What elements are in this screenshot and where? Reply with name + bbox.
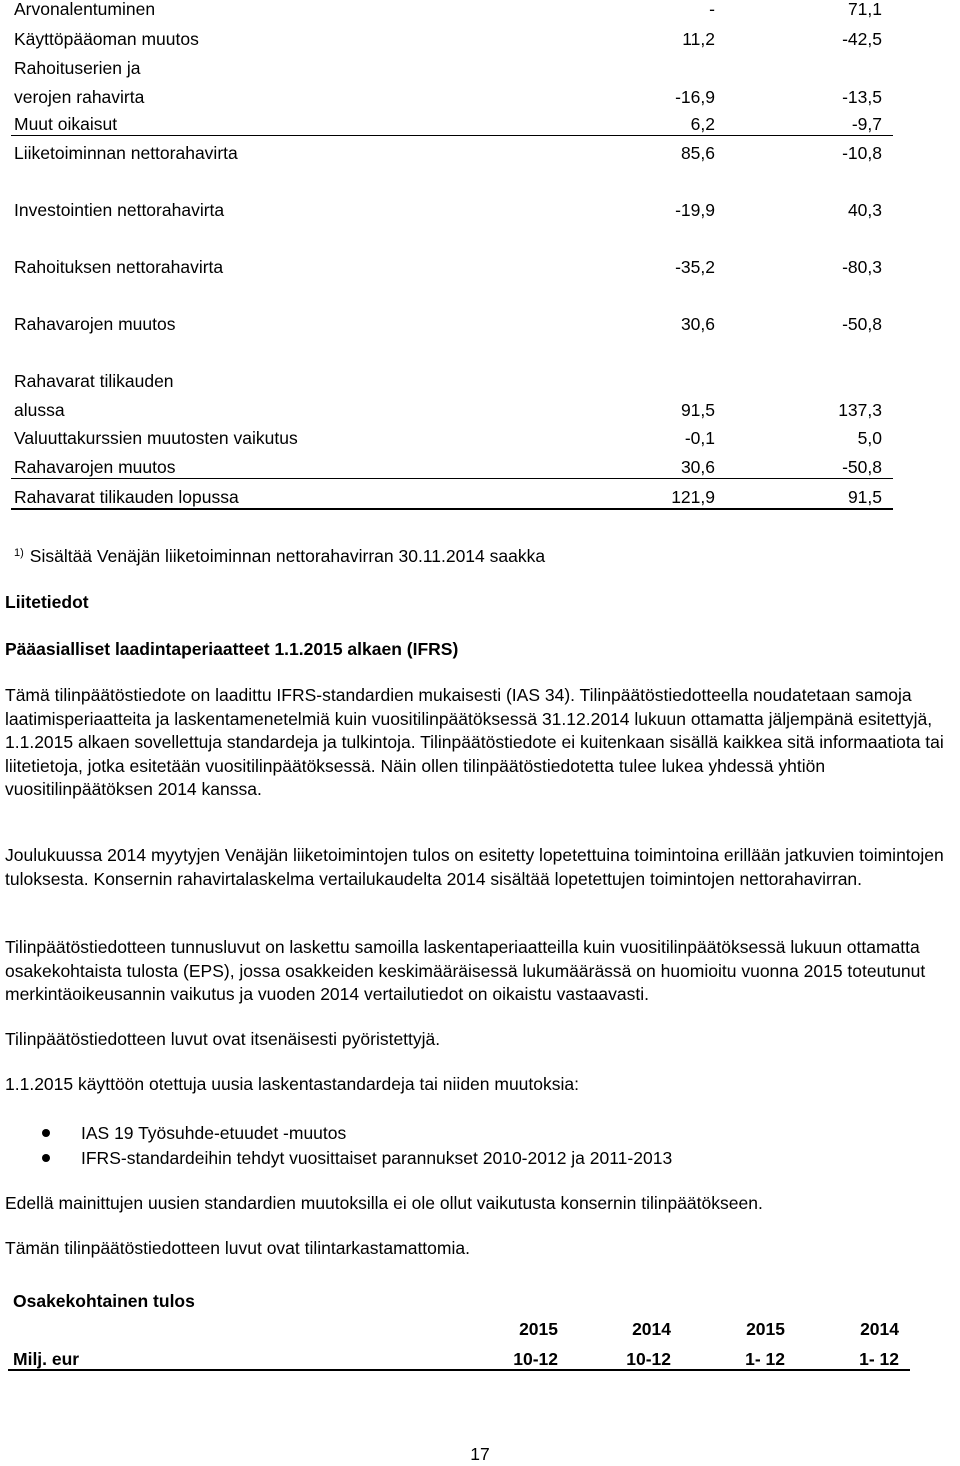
table-row	[0, 369, 960, 393]
value-2015: -	[709, 0, 715, 19]
list-item-text: IFRS-standardeihin tehdyt vuosittaiset parannukset 2010-2012 ja 2011-2013	[81, 1148, 673, 1168]
table-row	[0, 198, 960, 222]
value-2015: 121,9	[671, 487, 715, 507]
row-label: Rahavarojen muutos	[14, 314, 176, 334]
value-2014: 40,3	[847, 200, 882, 220]
value-2014: 137,3	[838, 400, 882, 420]
value-2014: 71,1	[847, 0, 882, 19]
value-2014: -10,8	[842, 143, 882, 163]
value-2015: 11,2	[682, 29, 715, 49]
value-2014: -50,8	[842, 457, 882, 477]
value-2015: 6,2	[690, 114, 715, 134]
paragraph: Edellä mainittujen uusien standardien muutoksilla ei ole ollut vaikutusta konsernin tilinpäätökseen.	[5, 1193, 763, 1213]
row-label: Arvonalentuminen	[14, 0, 156, 19]
row-label: Muut oikaisut	[14, 114, 118, 134]
list-item	[0, 1146, 960, 1170]
paragraph: Tilinpäätöstiedotteen luvut ovat itsenäisesti pyöristettyjä.	[5, 1029, 441, 1049]
value-2014: -9,7	[851, 114, 882, 134]
period-header: 1- 12	[745, 1349, 785, 1369]
value-2015: 30,6	[680, 314, 715, 334]
period-header: 10-12	[626, 1349, 671, 1369]
section-title: Liitetiedot	[5, 592, 89, 612]
value-2014: -50,8	[842, 314, 882, 334]
row-label: Rahavarat tilikauden lopussa	[14, 487, 239, 507]
subsection-title: Pääasialliset laadintaperiaatteet 1.1.2015 alkaen (IFRS)	[5, 639, 459, 659]
eps-title: Osakekohtainen tulos	[13, 1291, 195, 1311]
table-row	[0, 0, 960, 21]
year-header: 2015	[519, 1319, 558, 1339]
table-row	[0, 485, 960, 509]
row-label: verojen rahavirta	[14, 87, 145, 107]
list-item	[0, 1121, 960, 1145]
value-2014: 91,5	[847, 487, 882, 507]
value-2014: -42,5	[842, 29, 882, 49]
table-row	[0, 312, 960, 336]
table-header-rule	[8, 1369, 910, 1371]
table-bottom-rule	[11, 508, 893, 510]
row-label: Investointien nettorahavirta	[14, 200, 225, 220]
row-label: Rahoituserien ja	[14, 58, 141, 78]
paragraph: Tämän tilinpäätöstiedotteen luvut ovat tilintarkastamattomia.	[5, 1238, 470, 1258]
table-row	[0, 85, 960, 109]
value-2015: 30,6	[680, 457, 715, 477]
table-row	[0, 27, 960, 51]
row-divider	[11, 135, 893, 136]
footnote-marker: 1)	[14, 547, 24, 559]
value-2015: -19,9	[675, 200, 715, 220]
row-label: Rahavarat tilikauden	[14, 371, 174, 391]
value-2015: -35,2	[675, 257, 715, 277]
table-row	[0, 398, 960, 422]
year-header: 2015	[746, 1319, 785, 1339]
value-2015: 85,6	[680, 143, 715, 163]
year-header: 2014	[860, 1319, 899, 1339]
row-label: Rahavarojen muutos	[14, 457, 176, 477]
table-row	[0, 56, 960, 80]
list-item-text: IAS 19 Työsuhde-etuudet -muutos	[81, 1123, 347, 1143]
paragraph: Tilinpäätöstiedotteen tunnusluvut on laskettu samoilla laskentaperiaatteilla kuin vuositilinpäätöksessä lukuun ottamatta osakekohtaista tulosta (EPS), jossa osakkeiden keskimääräisessä lukumäärässä on huomioitu vuonna 2015 toteutunut merkintäoikeusannin vaikutus ja vuoden 2014 vertailutiedot on oikaistu vastaavasti.	[5, 937, 926, 1004]
table-row	[0, 426, 960, 450]
page-number: 17	[470, 1444, 490, 1464]
period-header: 1- 12	[859, 1349, 899, 1369]
value-2014: -13,5	[842, 87, 882, 107]
row-label: Rahoituksen nettorahavirta	[14, 257, 224, 277]
value-2014: 5,0	[857, 428, 882, 448]
footnote-text: Sisältää Venäjän liiketoiminnan nettorahavirran 30.11.2014 saakka	[29, 546, 546, 566]
table-row	[0, 112, 960, 136]
value-2015: 91,5	[680, 400, 715, 420]
row-label: Valuuttakurssien muutosten vaikutus	[14, 428, 298, 448]
paragraph: Joulukuussa 2014 myytyjen Venäjän liiketoimintojen tulos on esitetty lopetettuina toimintoina erillään jatkuvien toimintojen tuloksesta. Konsernin rahavirtalaskelma vertailukaudelta 2014 sisältää lopetettujen toimintojen nettorahavirran.	[5, 845, 944, 889]
table-row	[0, 255, 960, 279]
value-2015: -16,9	[675, 87, 715, 107]
table-row	[0, 141, 960, 165]
table-header-row	[0, 1317, 960, 1341]
year-header: 2014	[632, 1319, 671, 1339]
row-divider	[11, 478, 893, 479]
paragraph: Tämä tilinpäätöstiedote on laadittu IFRS-standardien mukaisesti (IAS 34). Tilinpäätöstiedotteella noudatetaan samoja laatimisperiaatteita ja laskentamenetelmiä kuin vuositilinpäätöksessä 31.12.2014 lukuun ottamatta jäljempänä esitettyjä, 1.1.2015 alkaen sovellettuja standardeja ja tulkintoja. Tilinpäätöstiedote ei kuitenkaan sisällä kaikkea sitä informaatiota tai liitetietoja, jotka esitetään vuositilinpäätöksessä. Näin ollen tilinpäätöstiedotetta tulee lukea yhdessä yhtiön vuositilinpäätöksen 2014 kanssa.	[5, 685, 944, 799]
value-2015: -0,1	[684, 428, 715, 448]
period-header: 10-12	[513, 1349, 558, 1369]
footnote	[14, 544, 545, 571]
row-label: alussa	[14, 400, 65, 420]
unit-label: Milj. eur	[13, 1349, 80, 1369]
bullet-icon	[42, 1129, 50, 1137]
value-2014: -80,3	[842, 257, 882, 277]
table-header-row	[0, 1347, 960, 1371]
row-label: Käyttöpääoman muutos	[14, 29, 199, 49]
table-row	[0, 455, 960, 479]
bullet-icon	[42, 1154, 50, 1162]
row-label: Liiketoiminnan nettorahavirta	[14, 143, 238, 163]
paragraph: 1.1.2015 käyttöön otettuja uusia laskentastandardeja tai niiden muutoksia:	[5, 1074, 579, 1094]
